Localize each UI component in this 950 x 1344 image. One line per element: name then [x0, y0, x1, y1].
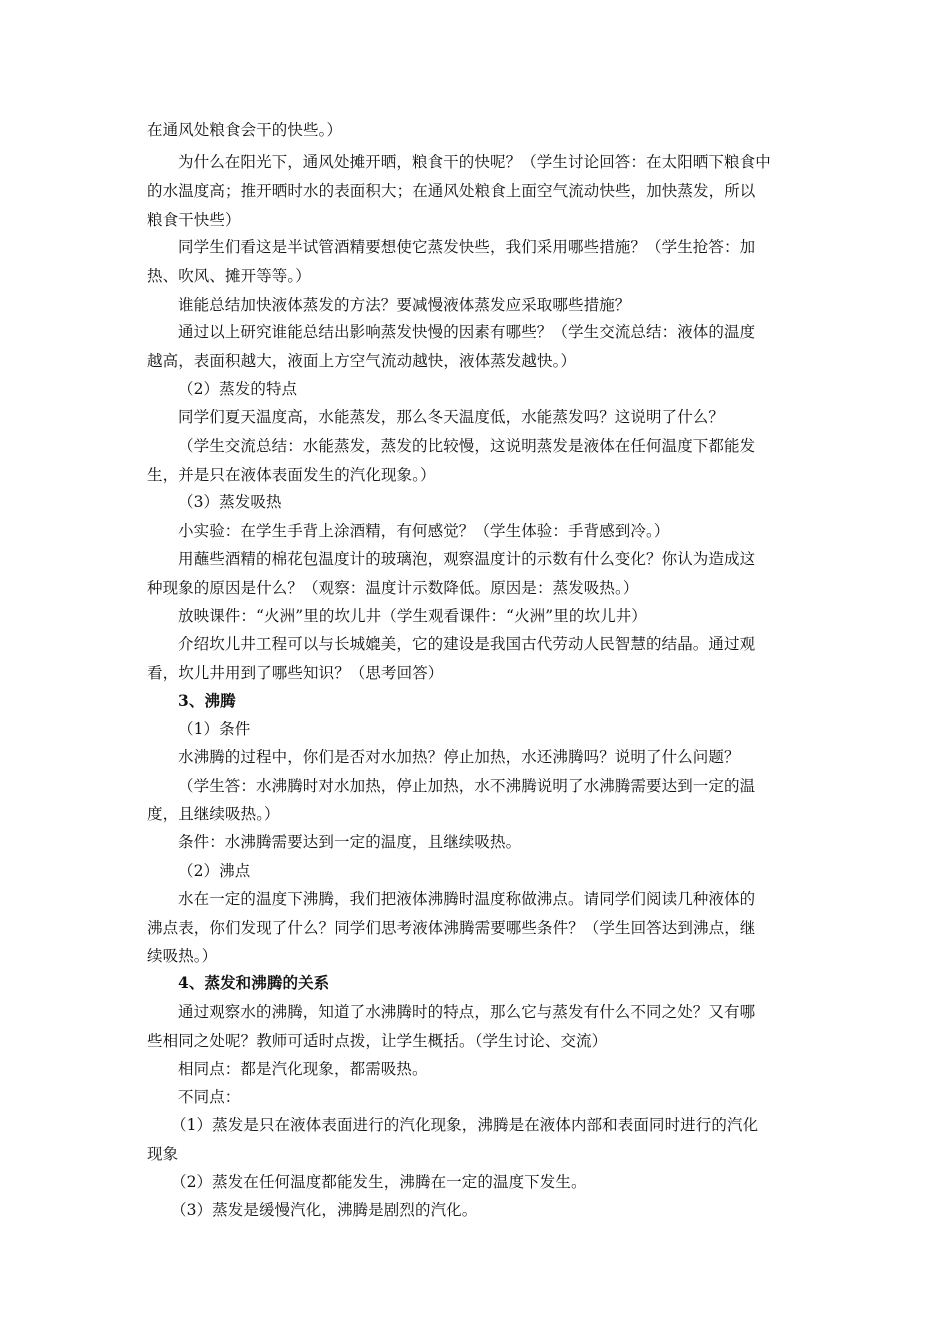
text-line: 水沸腾的过程中，你们是否对水加热？停止加热，水还沸腾吗？说明了什么问题？ [178, 748, 740, 766]
section-subheading: （2）沸点 [178, 862, 251, 880]
text-line: 用蘸些酒精的棉花包温度计的玻璃泡，观察温度计的示数有什么变化？你认为造成这 [178, 550, 756, 568]
text-line: 生，并是只在液体表面发生的汽化现象。） [147, 466, 436, 484]
text-line: 的水温度高；推开晒时水的表面积大；在通风处粮食上面空气流动快些，加快蒸发，所以 [147, 182, 756, 200]
text-line: 通过观察水的沸腾，知道了水沸腾时的特点，那么它与蒸发有什么不同之处？又有哪 [178, 1003, 756, 1021]
text-line: 通过以上研究谁能总结出影响蒸发快慢的因素有哪些？（学生交流总结：液体的温度 [178, 323, 756, 341]
text-line: 相同点：都是汽化现象，都需吸热。 [178, 1060, 428, 1078]
list-item: （3）蒸发是缓慢汽化，沸腾是剧烈的汽化。 [171, 1201, 478, 1219]
text-line: 看，坎儿井用到了哪些知识？（思考回答） [147, 664, 444, 682]
text-line: 放映课件：“火洲”里的坎儿井（学生观看课件：“火洲”里的坎儿井） [178, 607, 647, 625]
text-line: 水在一定的温度下沸腾，我们把液体沸腾时温度称做沸点。请同学们阅读几种液体的 [178, 890, 756, 908]
text-line: 为什么在阳光下，通风处摊开晒，粮食干的快呢？（学生讨论回答：在太阳晒下粮食中 [178, 153, 771, 171]
text-line: 续吸热。） [147, 947, 218, 965]
text-line: 同学生们看这是半试管酒精要想使它蒸发快些，我们采用哪些措施？（学生抢答：加 [178, 238, 756, 256]
text-line: 越高，表面积越大，液面上方空气流动越快，液体蒸发越快。） [147, 352, 577, 370]
section-subheading: （1）条件 [178, 720, 251, 738]
section-heading: 4、蒸发和沸腾的关系 [178, 973, 330, 992]
section-heading: 3、沸腾 [178, 691, 236, 710]
text-line: （学生交流总结：水能蒸发，蒸发的比较慢，这说明蒸发是液体在任何温度下都能发 [178, 437, 756, 455]
text-line: 谁能总结加快液体蒸发的方法？要减慢液体蒸发应采取哪些措施？ [178, 296, 631, 314]
text-line: 种现象的原因是什么？（观察：温度计示数降低。原因是：蒸发吸热。） [147, 579, 639, 597]
list-item: （1）蒸发是只在液体表面进行的汽化现象，沸腾是在液体内部和表面同时进行的汽化 [171, 1116, 759, 1134]
section-subheading: （2）蒸发的特点 [178, 380, 298, 398]
text-line: 在通风处粮食会干的快些。） [147, 121, 343, 139]
text-line: 度，且继续吸热。） [147, 805, 280, 823]
text-line: 现象 [147, 1145, 179, 1163]
text-line: 热、吹风、摊开等等。） [147, 267, 311, 285]
text-line: 沸点表，你们发现了什么？同学们思考液体沸腾需要哪些条件？（学生回答达到沸点，继 [147, 919, 756, 937]
text-line: 小实验：在学生手背上涂酒精，有何感觉？（学生体验：手背感到冷。） [178, 522, 670, 540]
text-line: 粮食干快些） [147, 211, 241, 229]
text-line: 不同点： [178, 1088, 241, 1106]
text-line: 同学们夏天温度高，水能蒸发，那么冬天温度低，水能蒸发吗？这说明了什么？ [178, 408, 725, 426]
text-line: （学生答：水沸腾时对水加热，停止加热，水不沸腾说明了水沸腾需要达到一定的温 [178, 777, 756, 795]
text-line: 介绍坎儿井工程可以与长城媲美，它的建设是我国古代劳动人民智慧的结晶。通过观 [178, 635, 756, 653]
section-subheading: （3）蒸发吸热 [178, 493, 282, 511]
text-line: 些相同之处呢？教师可适时点拨，让学生概括。（学生讨论、交流） [147, 1032, 608, 1050]
list-item: （2）蒸发在任何温度都能发生，沸腾在一定的温度下发生。 [171, 1173, 587, 1191]
text-line: 条件：水沸腾需要达到一定的温度，且继续吸热。 [178, 833, 522, 851]
